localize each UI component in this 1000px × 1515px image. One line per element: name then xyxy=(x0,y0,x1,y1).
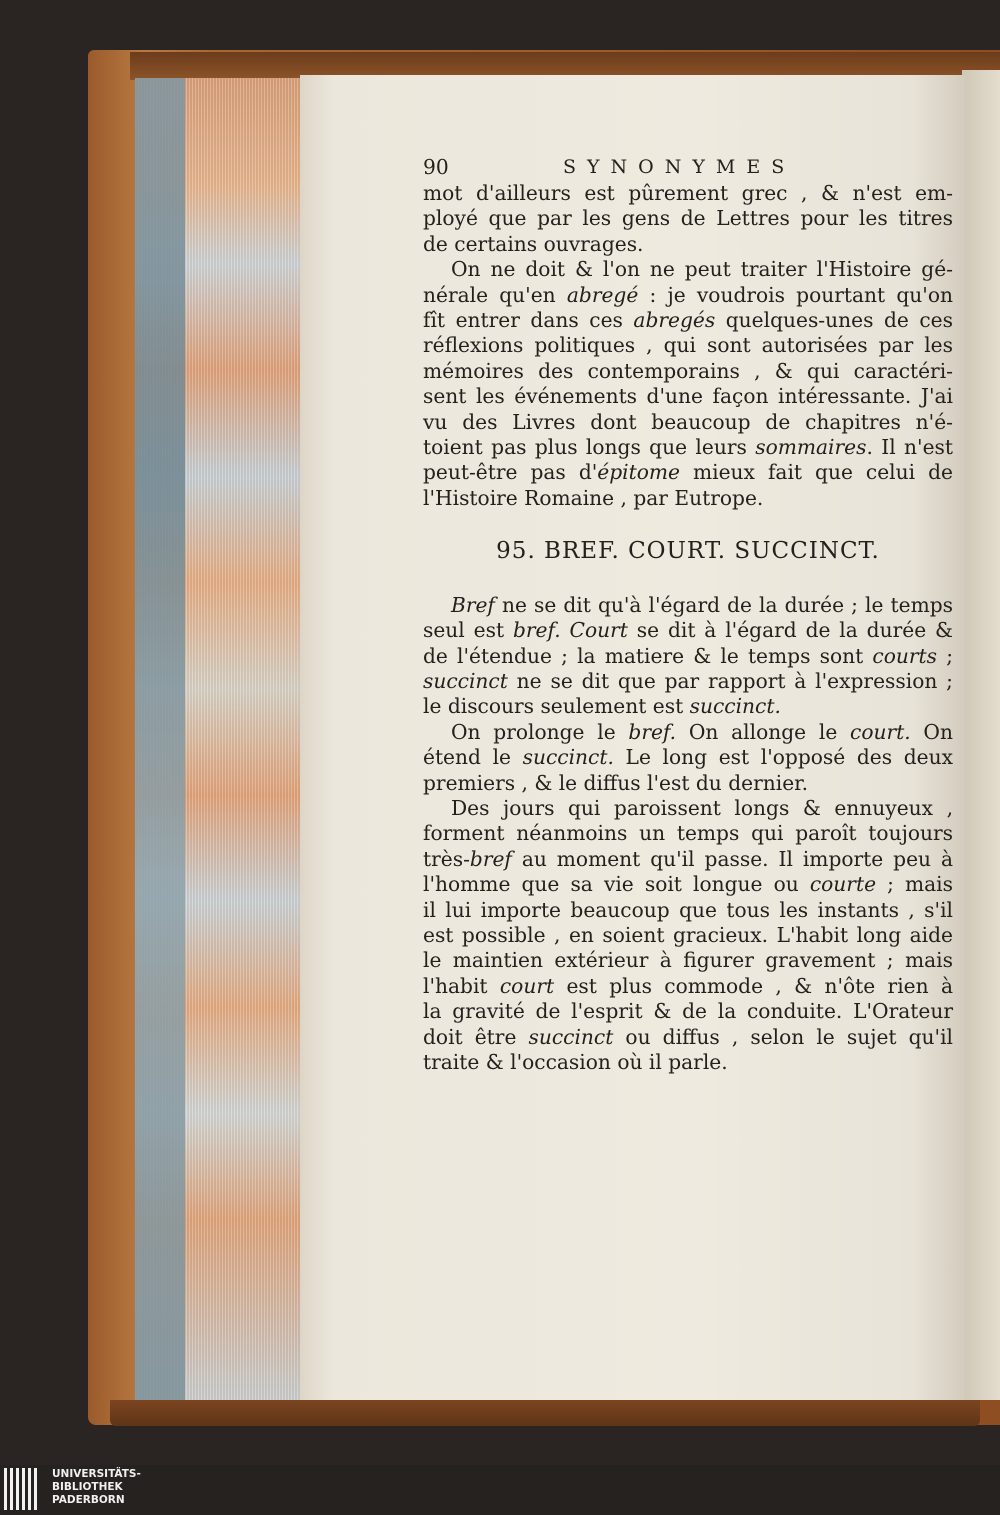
italic-term: courte xyxy=(809,872,877,897)
paragraph xyxy=(423,257,953,511)
text-run: forment néanmoins un temps qui paroît toujours xyxy=(423,821,953,846)
text-run: l'habit xyxy=(423,973,500,998)
logo-line: BIBLIOTHEK xyxy=(52,1481,123,1493)
library-logo-icon xyxy=(4,1468,42,1510)
text-run: ne se dit que par rapport à l'expression ; xyxy=(507,668,953,693)
italic-term: abregés xyxy=(633,308,716,333)
text-line xyxy=(423,644,953,669)
italic-term: succinct. xyxy=(689,694,781,719)
text-line xyxy=(423,771,953,796)
italic-term: sommaires xyxy=(755,435,867,460)
italic-term: courts xyxy=(872,643,938,668)
text-line xyxy=(423,745,953,770)
text-run: seul est xyxy=(423,618,513,643)
text-run: Le long est l'opposé des deux xyxy=(613,745,954,770)
text-run: . Il n'est xyxy=(866,435,953,460)
text-run: nérale qu'en xyxy=(423,282,567,307)
book-page xyxy=(300,75,965,1410)
text-run: vu des Livres dont beaucoup de chapitres n'é- xyxy=(423,409,953,434)
italic-term: court xyxy=(499,973,555,998)
text-run: toient pas plus longs que leurs xyxy=(423,435,756,460)
text-run: au moment qu'il passe. Il importe peu à xyxy=(511,846,953,871)
italic-term: succinct xyxy=(423,668,508,693)
text-run: On ne doit & l'on ne peut traiter l'Histoire gé- xyxy=(451,257,953,282)
text-line xyxy=(423,486,953,511)
text-line xyxy=(423,669,953,694)
text-line xyxy=(423,359,953,384)
text-run: traite & l'occasion où il parle. xyxy=(423,1050,728,1074)
running-head xyxy=(423,155,953,181)
text-run: sent les événements d'une façon intéressante. J'ai xyxy=(423,384,953,409)
text-line xyxy=(423,923,953,948)
text-line xyxy=(423,283,953,308)
text-run: On prolonge le xyxy=(451,719,629,744)
text-line: ployé que par les gens de Lettres pour les titres xyxy=(423,206,953,231)
italic-term: Court xyxy=(569,618,628,643)
text-run: se dit à l'égard de la durée & xyxy=(627,618,953,643)
text-line xyxy=(423,460,953,485)
italic-term: court. xyxy=(850,719,911,744)
text-run: quelques-unes de ces xyxy=(715,308,953,333)
text-line xyxy=(423,796,953,821)
text-line xyxy=(423,948,953,973)
cover-bottom-edge xyxy=(110,1400,980,1426)
page-number: 90 xyxy=(423,155,449,179)
text-run: ou diffus , selon le sujet qu'il xyxy=(613,1024,953,1049)
text-line: de certains ouvrages. xyxy=(423,231,644,256)
text-line xyxy=(423,898,953,923)
text-run: étend le xyxy=(423,745,523,770)
text-line: mot d'ailleurs est pûrement grec , & n'est em- xyxy=(423,181,953,205)
italic-term: bref. xyxy=(628,719,677,744)
text-line xyxy=(423,974,953,999)
text-run: est plus commode , & n'ôte rien à xyxy=(554,973,953,998)
running-title: SYNONYMES xyxy=(563,156,796,178)
text-run: est possible , en soient gracieux. L'habit long aide xyxy=(423,922,953,947)
text-line xyxy=(423,333,953,358)
text-run: le discours seulement est xyxy=(423,694,690,719)
text-run: de l'étendue ; la matiere & le temps sont xyxy=(423,643,873,668)
text-line xyxy=(423,847,953,872)
marbled-page-edges xyxy=(135,78,305,1406)
logo-line: PADERBORN xyxy=(52,1494,125,1506)
text-line xyxy=(423,720,953,745)
text-run: premiers , & le diffus l'est du dernier. xyxy=(423,770,808,795)
paragraph xyxy=(423,796,953,1075)
italic-term: abregé xyxy=(566,282,639,307)
italic-term: succinct. xyxy=(522,745,614,770)
text-run: On xyxy=(910,719,953,744)
text-run: fît entrer dans ces xyxy=(423,308,634,333)
text-line xyxy=(423,694,953,719)
text-run: mieux fait que celui de xyxy=(679,460,953,485)
text-run: réflexions politiques , qui sont autorisées par les xyxy=(423,333,953,358)
text-line xyxy=(423,257,953,282)
text-line xyxy=(423,435,953,460)
text-line xyxy=(423,593,953,618)
text-run: mémoires des contemporains , & qui caractéri- xyxy=(423,358,953,383)
library-logo-text xyxy=(52,1468,141,1507)
text-run: Des jours qui paroissent longs & ennuyeux , xyxy=(451,795,953,820)
text-run: l'homme que sa vie soit longue ou xyxy=(423,872,810,897)
text-run: très- xyxy=(423,846,470,871)
text-run: il lui importe beaucoup que tous les instants , s'il xyxy=(423,897,953,922)
facing-page-edge xyxy=(962,70,1000,1400)
text-run: doit être xyxy=(423,1024,529,1049)
italic-term: succinct xyxy=(528,1024,614,1049)
footer-bar xyxy=(0,1465,1000,1515)
text-run: ; xyxy=(937,643,953,668)
text-line xyxy=(423,999,953,1024)
text-run: ; mais xyxy=(876,872,953,897)
text-run: la gravité de l'esprit & de la conduite. L'Orateur xyxy=(423,999,953,1024)
text-run: l'Histoire Romaine , par Eutrope. xyxy=(423,485,764,510)
page-text xyxy=(423,155,953,1075)
text-line xyxy=(423,1025,953,1050)
text-line xyxy=(423,410,953,435)
italic-term: épitome xyxy=(597,460,680,485)
text-run: : je voudrois pourtant qu'on xyxy=(638,282,953,307)
italic-term: bref. xyxy=(512,618,561,643)
paragraph xyxy=(423,593,953,720)
italic-term: Bref xyxy=(451,592,495,617)
text-line xyxy=(423,384,953,409)
text-line xyxy=(423,618,953,643)
section-heading: 95. BREF. COURT. SUCCINCT. xyxy=(496,538,880,565)
paragraph xyxy=(423,720,953,796)
text-line xyxy=(423,308,953,333)
italic-term: bref xyxy=(469,846,512,871)
logo-line: UNIVERSITÄTS- xyxy=(52,1468,141,1480)
text-line xyxy=(423,821,953,846)
text-line xyxy=(423,1050,953,1075)
text-run: ne se dit qu'à l'égard de la durée ; le temps xyxy=(494,592,953,617)
text-run xyxy=(561,618,570,642)
text-line xyxy=(423,872,953,897)
text-run: On allonge le xyxy=(676,719,851,744)
text-run: le maintien extérieur à figurer gravement ; mais xyxy=(423,948,953,973)
text-run: peut-être pas d' xyxy=(423,460,598,485)
